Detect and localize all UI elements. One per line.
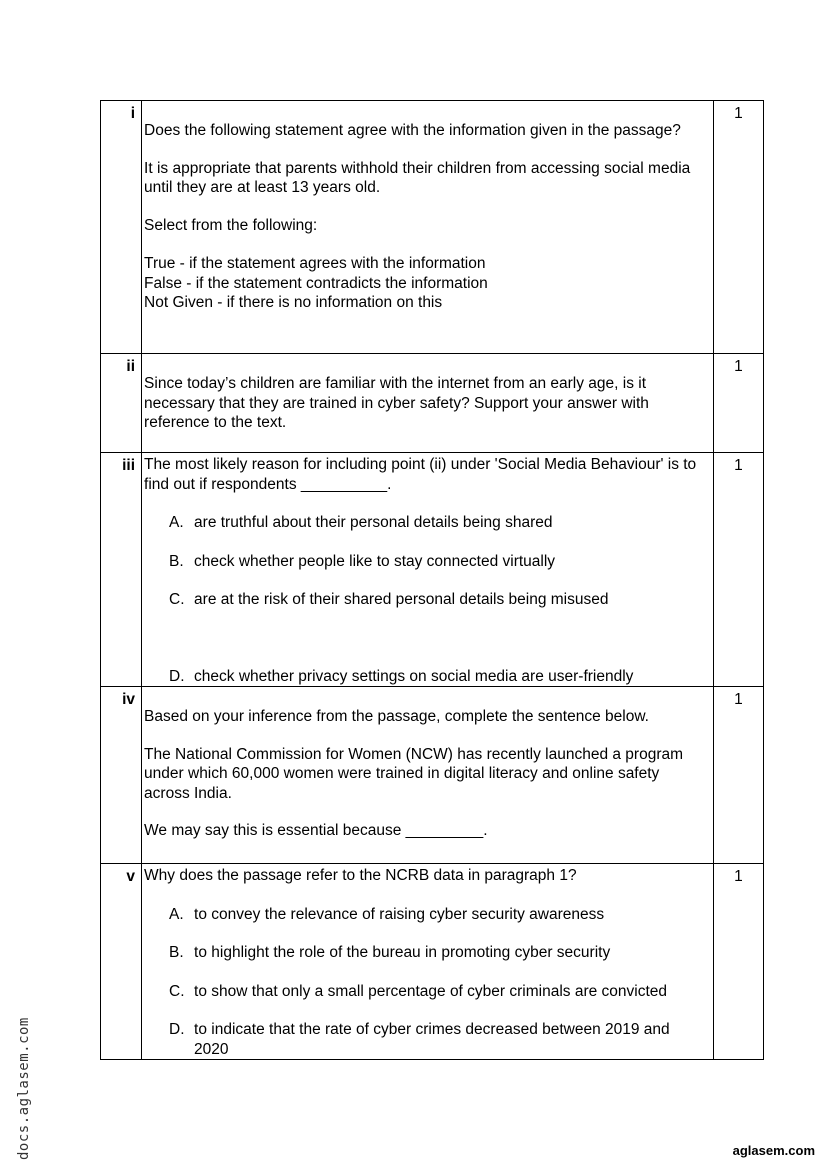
option-letter: B. [169,552,184,570]
option-letter: C. [169,591,185,608]
option-b [144,943,705,963]
question-row-i [101,101,764,354]
question-number: iii [101,453,142,687]
question-body [142,453,714,687]
footer-brand: aglasem.com [732,1143,815,1158]
question-row-iv [101,687,764,864]
option-text: to indicate that the rate of cyber crimes decreased between 2019 and 2020 [194,1021,670,1058]
question-body [142,101,714,354]
question-number: ii [101,354,142,453]
question-row-iii [101,453,764,687]
option-letter: B. [169,944,184,961]
question-row-ii [101,354,764,453]
false-option: False - if the statement contradicts the information [144,274,488,292]
option-text: check whether people like to stay connected virtually [194,552,556,570]
question-prompt: Does the following statement agree with the information given in the passage? [144,122,681,139]
question-number: iv [101,687,142,864]
option-a [144,905,705,925]
question-table [100,100,764,1060]
option-text: to show that only a small percentage of cyber criminals are convicted [194,982,668,1000]
question-number: v [101,864,142,1060]
option-letter: A. [169,905,184,923]
option-d [144,667,705,687]
option-letter: D. [169,1021,185,1038]
option-text: check whether privacy settings on social media are user-friendly [194,667,634,685]
question-prompt: Based on your inference from the passage, complete the sentence below. [144,708,649,725]
question-row-v [101,864,764,1060]
not-given-option: Not Given - if there is no information on this [144,294,443,311]
option-a [144,513,705,533]
option-c [144,590,705,610]
question-body [142,687,714,864]
option-letter: D. [169,667,185,685]
marks-cell: 1 [713,354,763,453]
option-letter: A. [169,514,184,531]
option-text: are truthful about their personal details being shared [194,514,553,531]
option-letter: C. [169,982,185,1000]
option-text: to convey the relevance of raising cyber security awareness [194,905,605,923]
option-c [144,982,705,1002]
instruction-text: Select from the following: [144,216,318,234]
question-body [142,864,714,1060]
question-body [142,354,714,453]
question-prompt: Since today’s children are familiar with the internet from an early age, is it necessary that they are trained in cyber safety? Support your answer with reference to the text. [144,375,649,431]
side-watermark: docs.aglasem.com [16,1017,32,1160]
marks-cell: 1 [713,453,763,687]
marks-cell: 1 [713,101,763,354]
option-b [144,552,705,572]
question-number: i [101,101,142,354]
option-text: are at the risk of their shared personal details being misused [194,591,609,608]
context-text: The National Commission for Women (NCW) has recently launched a program under which 60,000 women were trained in digital literacy and online safety across India. [144,745,684,802]
marks-cell: 1 [713,687,763,864]
statement-text: It is appropriate that parents withhold their children from accessing social media until they are at least 13 years old. [144,159,691,196]
option-text: to highlight the role of the bureau in promoting cyber security [194,944,611,961]
marks-cell: 1 [713,864,763,1060]
question-stem: Why does the passage refer to the NCRB data in paragraph 1? [144,867,577,884]
option-d [144,1020,705,1059]
question-stem: The most likely reason for including point (ii) under 'Social Media Behaviour' is to find out if respondents __________. [144,456,697,493]
true-option: True - if the statement agrees with the information [144,255,486,272]
completion-sentence: We may say this is essential because _________. [144,822,488,839]
